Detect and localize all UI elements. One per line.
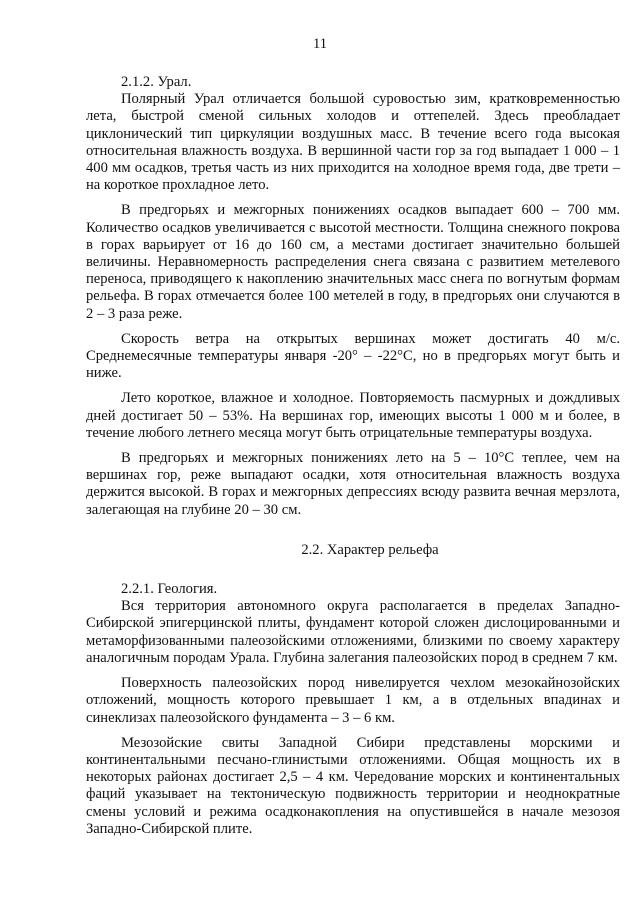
section-heading-geology: 2.2.1. Геология. <box>121 581 218 598</box>
paragraph: Поверхность палеозойских пород нивелируется чехлом мезокайнозойских отложений, мощность которого превышает 1 км, а в отдельных впадинах и синеклизах палеозойского фундамента – 3 – 6 км. <box>86 675 620 726</box>
page-number: 11 <box>312 36 328 52</box>
paragraph: Полярный Урал отличается большой суровостью зим, кратковременностью лета, быстрой сменой сильных холодов и оттепелей. Здесь преобладает циклонический тип циркуляции воздушных масс. В течение всего года высокая относительная влажность воздуха. В вершинной части гор за год выпадает 1 000 – 1 400 мм осадков, третья часть из них приходится на холодное время года, две трети – на короткое прохладное лето. <box>86 91 620 194</box>
paragraph: Вся территория автономного округа располагается в пределах Западно-Сибирской эпигерцинской плиты, фундамент которой сложен дислоцированными и метаморфизованными палеозойскими отложениями, близкими по своему характеру аналогичным породам Урала. Глубина залегания палеозойских пород в среднем 7 км. <box>86 598 620 666</box>
paragraph: Скорость ветра на открытых вершинах может достигать 40 м/с. Среднемесячные температуры января -20° – -22°С, но в предгорьях могут быть и ниже. <box>86 330 620 382</box>
document-body <box>86 74 620 838</box>
section-heading-relief: 2.2. Характер рельефа <box>301 541 439 558</box>
paragraph: В предгорьях и межгорных понижениях лето на 5 – 10°С теплее, чем на вершинах гор, реже выпадают осадки, хотя относительная влажность воздуха держится высокой. В горах и межгорных депрессиях всюду развита вечная мерзлота, залегающая на глубине 20 – 30 см. <box>86 450 620 518</box>
section-heading-ural: 2.1.2. Урал. <box>121 74 192 90</box>
paragraph: Лето короткое, влажное и холодное. Повторяемость пасмурных и дождливых дней достигает 50 – 53%. На вершинах гор, имеющих высоты 1 000 м и более, в течение любого летнего месяца могут быть отрицательные температуры воздуха. <box>86 390 620 441</box>
paragraph: В предгорьях и межгорных понижениях осадков выпадает 600 – 700 мм. Количество осадков увеличивается с высотой местности. Толщина снежного покрова в горах варьирует от 16 до 160 см, а местами достигает значительно большей величины. Неравномерность распределения снега связана с развитием метелевого переноса, приводящего к накоплению значительных масс снега по вогнутым формам рельефа. В горах отмечается более 100 метелей в году, в предгорьях они случаются в 2 – 3 раза реже. <box>86 202 620 322</box>
paragraph: Мезозойские свиты Западной Сибири представлены морскими и континентальными песчано-глинистыми отложениями. Общая мощность их в некоторых районах достигает 2,5 – 4 км. Чередование морских и континентальных фаций указывает на тектоническую подвижность территории и неоднократные смены условий и режима осадконакопления на опустившейся в начале мезозоя Западно-Сибирской плите. <box>86 734 620 837</box>
